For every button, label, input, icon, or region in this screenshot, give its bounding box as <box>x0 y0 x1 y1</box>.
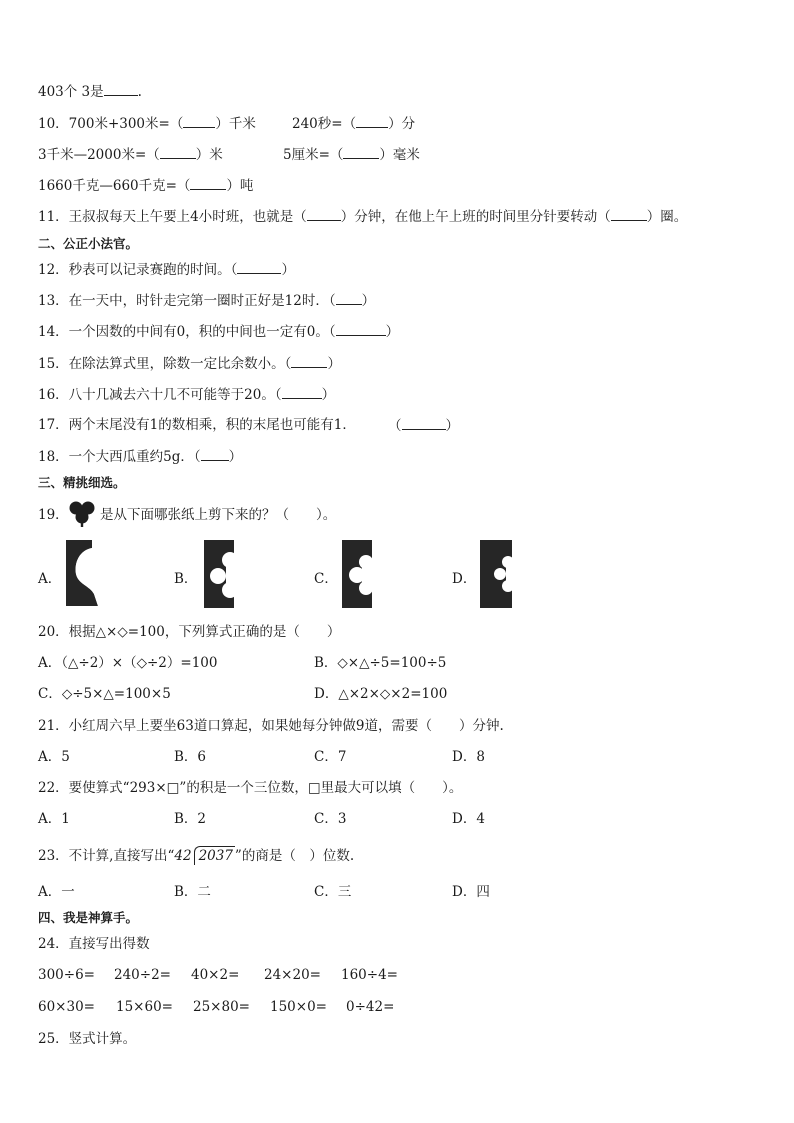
answer-blank[interactable] <box>183 114 215 128</box>
answer-blank[interactable] <box>402 416 446 430</box>
question-19-text: 是从下面哪张纸上剪下来的？（ ）。 <box>100 507 337 523</box>
choice-20-c[interactable]: C．◇÷5×△=100×5 <box>38 686 171 702</box>
calc-item: 15×60= <box>116 999 173 1015</box>
choice-21-c[interactable]: C．7 <box>314 749 347 765</box>
choice-22-c[interactable]: C．3 <box>314 811 347 827</box>
question-10-row2b: 5厘米=（ ）毫米 <box>283 147 420 163</box>
question-20: 20．根据△×◇=100，下列算式正确的是（ ） <box>38 624 341 640</box>
question-25: 25．竖式计算。 <box>38 1031 137 1047</box>
answer-blank[interactable] <box>237 260 281 274</box>
question-16: 16．八十几减去六十几不可能等于20。（ ） <box>38 387 336 403</box>
question-10-row1b: 240秒=（ ）分 <box>292 116 416 132</box>
calc-item: 60×30= <box>38 999 95 1015</box>
answer-blank[interactable] <box>282 385 322 399</box>
choice-23-b[interactable]: B．二 <box>174 884 211 900</box>
question-22: 22．要使算式“293×□”的积是一个三位数，□里最大可以填（ ）。 <box>38 780 463 796</box>
question-10-row3: 1660千克—660千克=（ ）吨 <box>38 178 254 194</box>
question-9-continuation: 403个 3是 . <box>38 84 142 100</box>
question-17-answer: （ ） <box>388 418 459 434</box>
paper-cutout-d-icon[interactable] <box>480 540 514 608</box>
calc-item: 40×2= <box>191 967 240 983</box>
choice-20-d[interactable]: D．△×2×◇×2=100 <box>314 686 448 702</box>
section-4-heading: 四、我是神算手。 <box>38 910 139 925</box>
paper-cutout-a-icon[interactable] <box>66 540 100 608</box>
choice-20-a[interactable]: A．（△÷2）×（◇÷2）=100 <box>38 655 218 671</box>
choice-19-b-label[interactable]: B． <box>174 571 198 587</box>
answer-blank[interactable] <box>160 145 196 159</box>
choice-23-d[interactable]: D．四 <box>452 884 490 900</box>
choice-21-b[interactable]: B．6 <box>174 749 207 765</box>
question-15: 15．在除法算式里，除数一定比余数小。（ ） <box>38 356 341 372</box>
answer-blank[interactable] <box>104 82 138 96</box>
choice-22-d[interactable]: D．4 <box>452 811 485 827</box>
question-10-row1: 10．700米+300米=（ ）千米 <box>38 116 256 132</box>
choice-21-a[interactable]: A．5 <box>38 749 70 765</box>
choice-22-a[interactable]: A．1 <box>38 811 70 827</box>
answer-blank[interactable] <box>291 354 327 368</box>
choice-19-c-label[interactable]: C． <box>314 571 338 587</box>
question-12: 12．秒表可以记录赛跑的时间。（ ） <box>38 262 295 278</box>
question-24: 24．直接写出得数 <box>38 936 150 952</box>
calc-item: 160÷4= <box>341 967 398 983</box>
choice-19-a-label[interactable]: A． <box>38 571 62 587</box>
answer-blank[interactable] <box>190 176 226 190</box>
question-19: 19． <box>38 507 69 523</box>
section-2-heading: 二、公正小法官。 <box>38 236 139 251</box>
question-17: 17．两个末尾没有1的数相乘，积的末尾也可能有1． <box>38 417 356 433</box>
question-18: 18．一个大西瓜重约5g．（ ） <box>38 449 243 465</box>
calc-item: 240÷2= <box>114 967 171 983</box>
answer-blank[interactable] <box>201 447 229 461</box>
choice-20-b[interactable]: B．◇×△÷5=100÷5 <box>314 655 447 671</box>
choice-23-a[interactable]: A．一 <box>38 884 75 900</box>
question-10-row2: 3千米—2000米=（ ）米 <box>38 147 223 163</box>
question-11: 11．王叔叔每天上午要上4小时班，也就是（ ）分钟，在他上午上班的时间里分针要转动（ ）圈。 <box>38 209 688 225</box>
answer-blank[interactable] <box>336 291 362 305</box>
question-21: 21．小红周六早上要坐63道口算起，如果她每分钟做9道，需要（ ）分钟. <box>38 718 504 734</box>
paper-cutout-b-icon[interactable] <box>204 540 238 608</box>
paper-cutout-c-icon[interactable] <box>342 540 376 608</box>
calc-item: 150×0= <box>270 999 327 1015</box>
answer-blank[interactable] <box>307 207 341 221</box>
calc-item: 300÷6= <box>38 967 95 983</box>
question-13: 13．在一天中，时针走完第一圈时正好是12时．（ ） <box>38 293 376 309</box>
answer-blank[interactable] <box>611 207 647 221</box>
section-3-heading: 三、精挑细选。 <box>38 475 126 490</box>
choice-22-b[interactable]: B．2 <box>174 811 207 827</box>
calc-item: 24×20= <box>264 967 321 983</box>
question-14: 14．一个因数的中间有0，积的中间也一定有0。（ ） <box>38 324 400 340</box>
choice-23-c[interactable]: C．三 <box>314 884 352 900</box>
choice-21-d[interactable]: D．8 <box>452 749 485 765</box>
answer-blank[interactable] <box>336 322 386 336</box>
division-expression: 42 2037 <box>174 848 233 864</box>
choice-19-d-label[interactable]: D． <box>452 571 477 587</box>
question-23: 23．不计算,直接写出“42 2037 ”的商是（ ）位数. <box>38 848 355 864</box>
calc-item: 0÷42= <box>346 999 395 1015</box>
clover-icon <box>66 500 100 528</box>
answer-blank[interactable] <box>356 114 388 128</box>
calc-item: 25×80= <box>193 999 250 1015</box>
answer-blank[interactable] <box>343 145 379 159</box>
